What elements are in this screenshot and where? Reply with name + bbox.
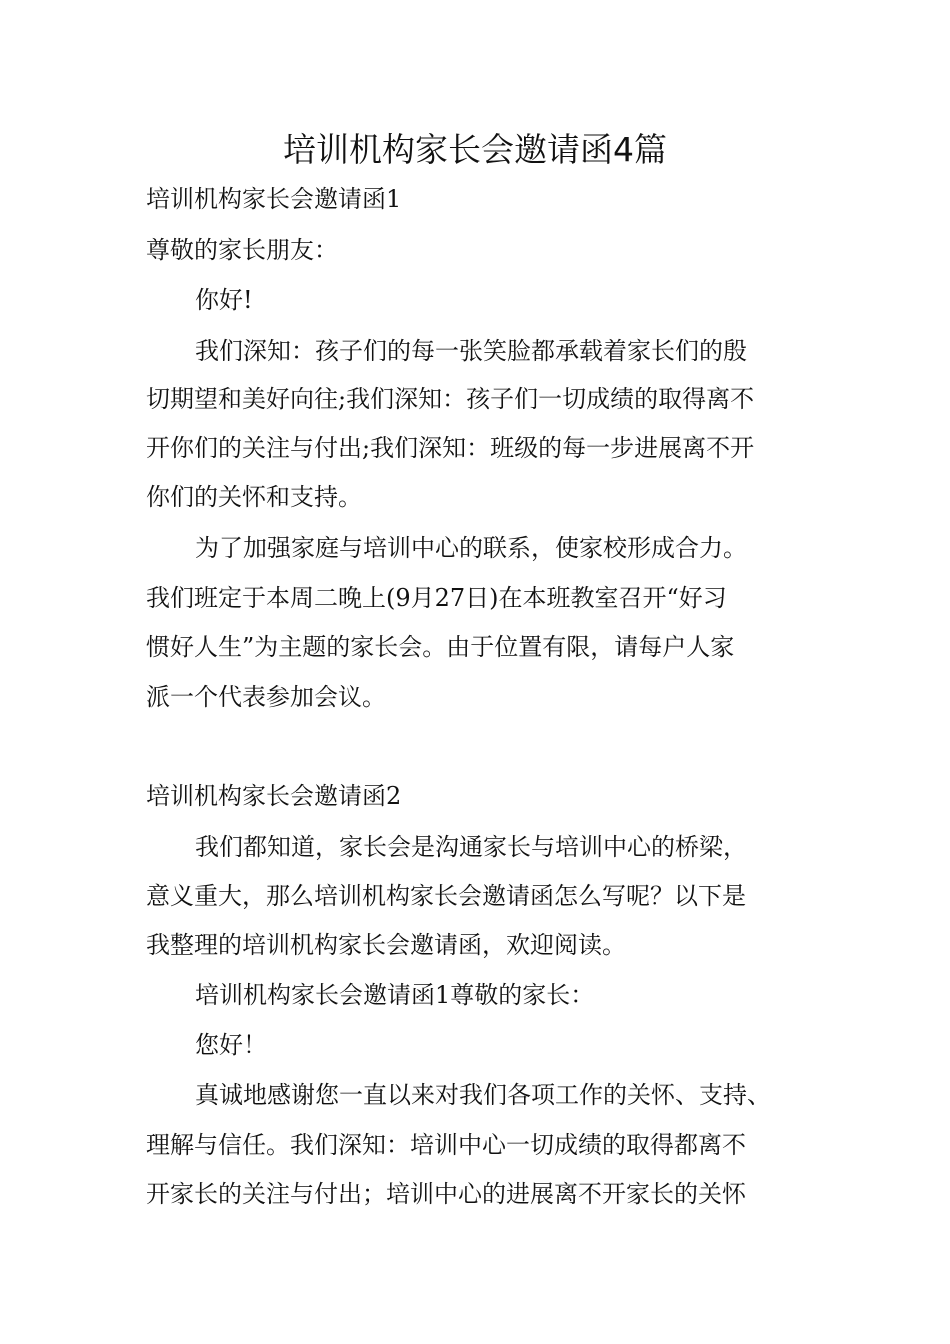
section-2-paragraph-1-line: 我们都知道，家长会是沟通家长与培训中心的桥梁， <box>195 833 747 861</box>
section-1-paragraph-1-line: 切期望和美好向往;我们深知：孩子们一切成绩的取得离不 <box>146 385 755 413</box>
section-2-sub-heading: 培训机构家长会邀请函1尊敬的家长： <box>195 981 595 1009</box>
section-1-paragraph-1-line: 开你们的关注与付出;我们深知：班级的每一步进展离不开 <box>146 434 755 462</box>
section-1-heading: 培训机构家长会邀请函1 <box>146 185 402 213</box>
section-1-salutation: 尊敬的家长朋友： <box>146 236 338 264</box>
section-1-paragraph-2-line: 派一个代表参加会议。 <box>146 683 386 711</box>
section-1-paragraph-2-line: 为了加强家庭与培训中心的联系，使家校形成合力。 <box>195 534 747 562</box>
section-1-paragraph-2-line: 惯好人生”为主题的家长会。由于位置有限，请每户人家 <box>146 633 735 661</box>
document-title: 培训机构家长会邀请函4篇 <box>283 130 667 169</box>
section-2-paragraph-2-line: 理解与信任。我们深知：培训中心一切成绩的取得都离不 <box>146 1131 746 1159</box>
section-2-paragraph-2-line: 真诚地感谢您一直以来对我们各项工作的关怀、支持、 <box>195 1081 771 1109</box>
section-2-paragraph-2-line: 开家长的关注与付出；培训中心的进展离不开家长的关怀 <box>146 1180 746 1208</box>
section-1-paragraph-1-line: 我们深知：孩子们的每一张笑脸都承载着家长们的殷 <box>195 337 747 365</box>
section-1-greeting: 你好! <box>195 286 253 314</box>
section-2-paragraph-1-line: 我整理的培训机构家长会邀请函，欢迎阅读。 <box>146 931 626 959</box>
section-2-heading: 培训机构家长会邀请函2 <box>146 782 402 810</box>
section-1-paragraph-1-line: 你们的关怀和支持。 <box>146 483 362 511</box>
section-1-paragraph-2-line: 我们班定于本周二晚上(9月27日)在本班教室召开“好习 <box>146 584 727 612</box>
section-2-greeting: 您好！ <box>195 1031 267 1059</box>
section-2-paragraph-1-line: 意义重大，那么培训机构家长会邀请函怎么写呢？以下是 <box>146 882 746 910</box>
